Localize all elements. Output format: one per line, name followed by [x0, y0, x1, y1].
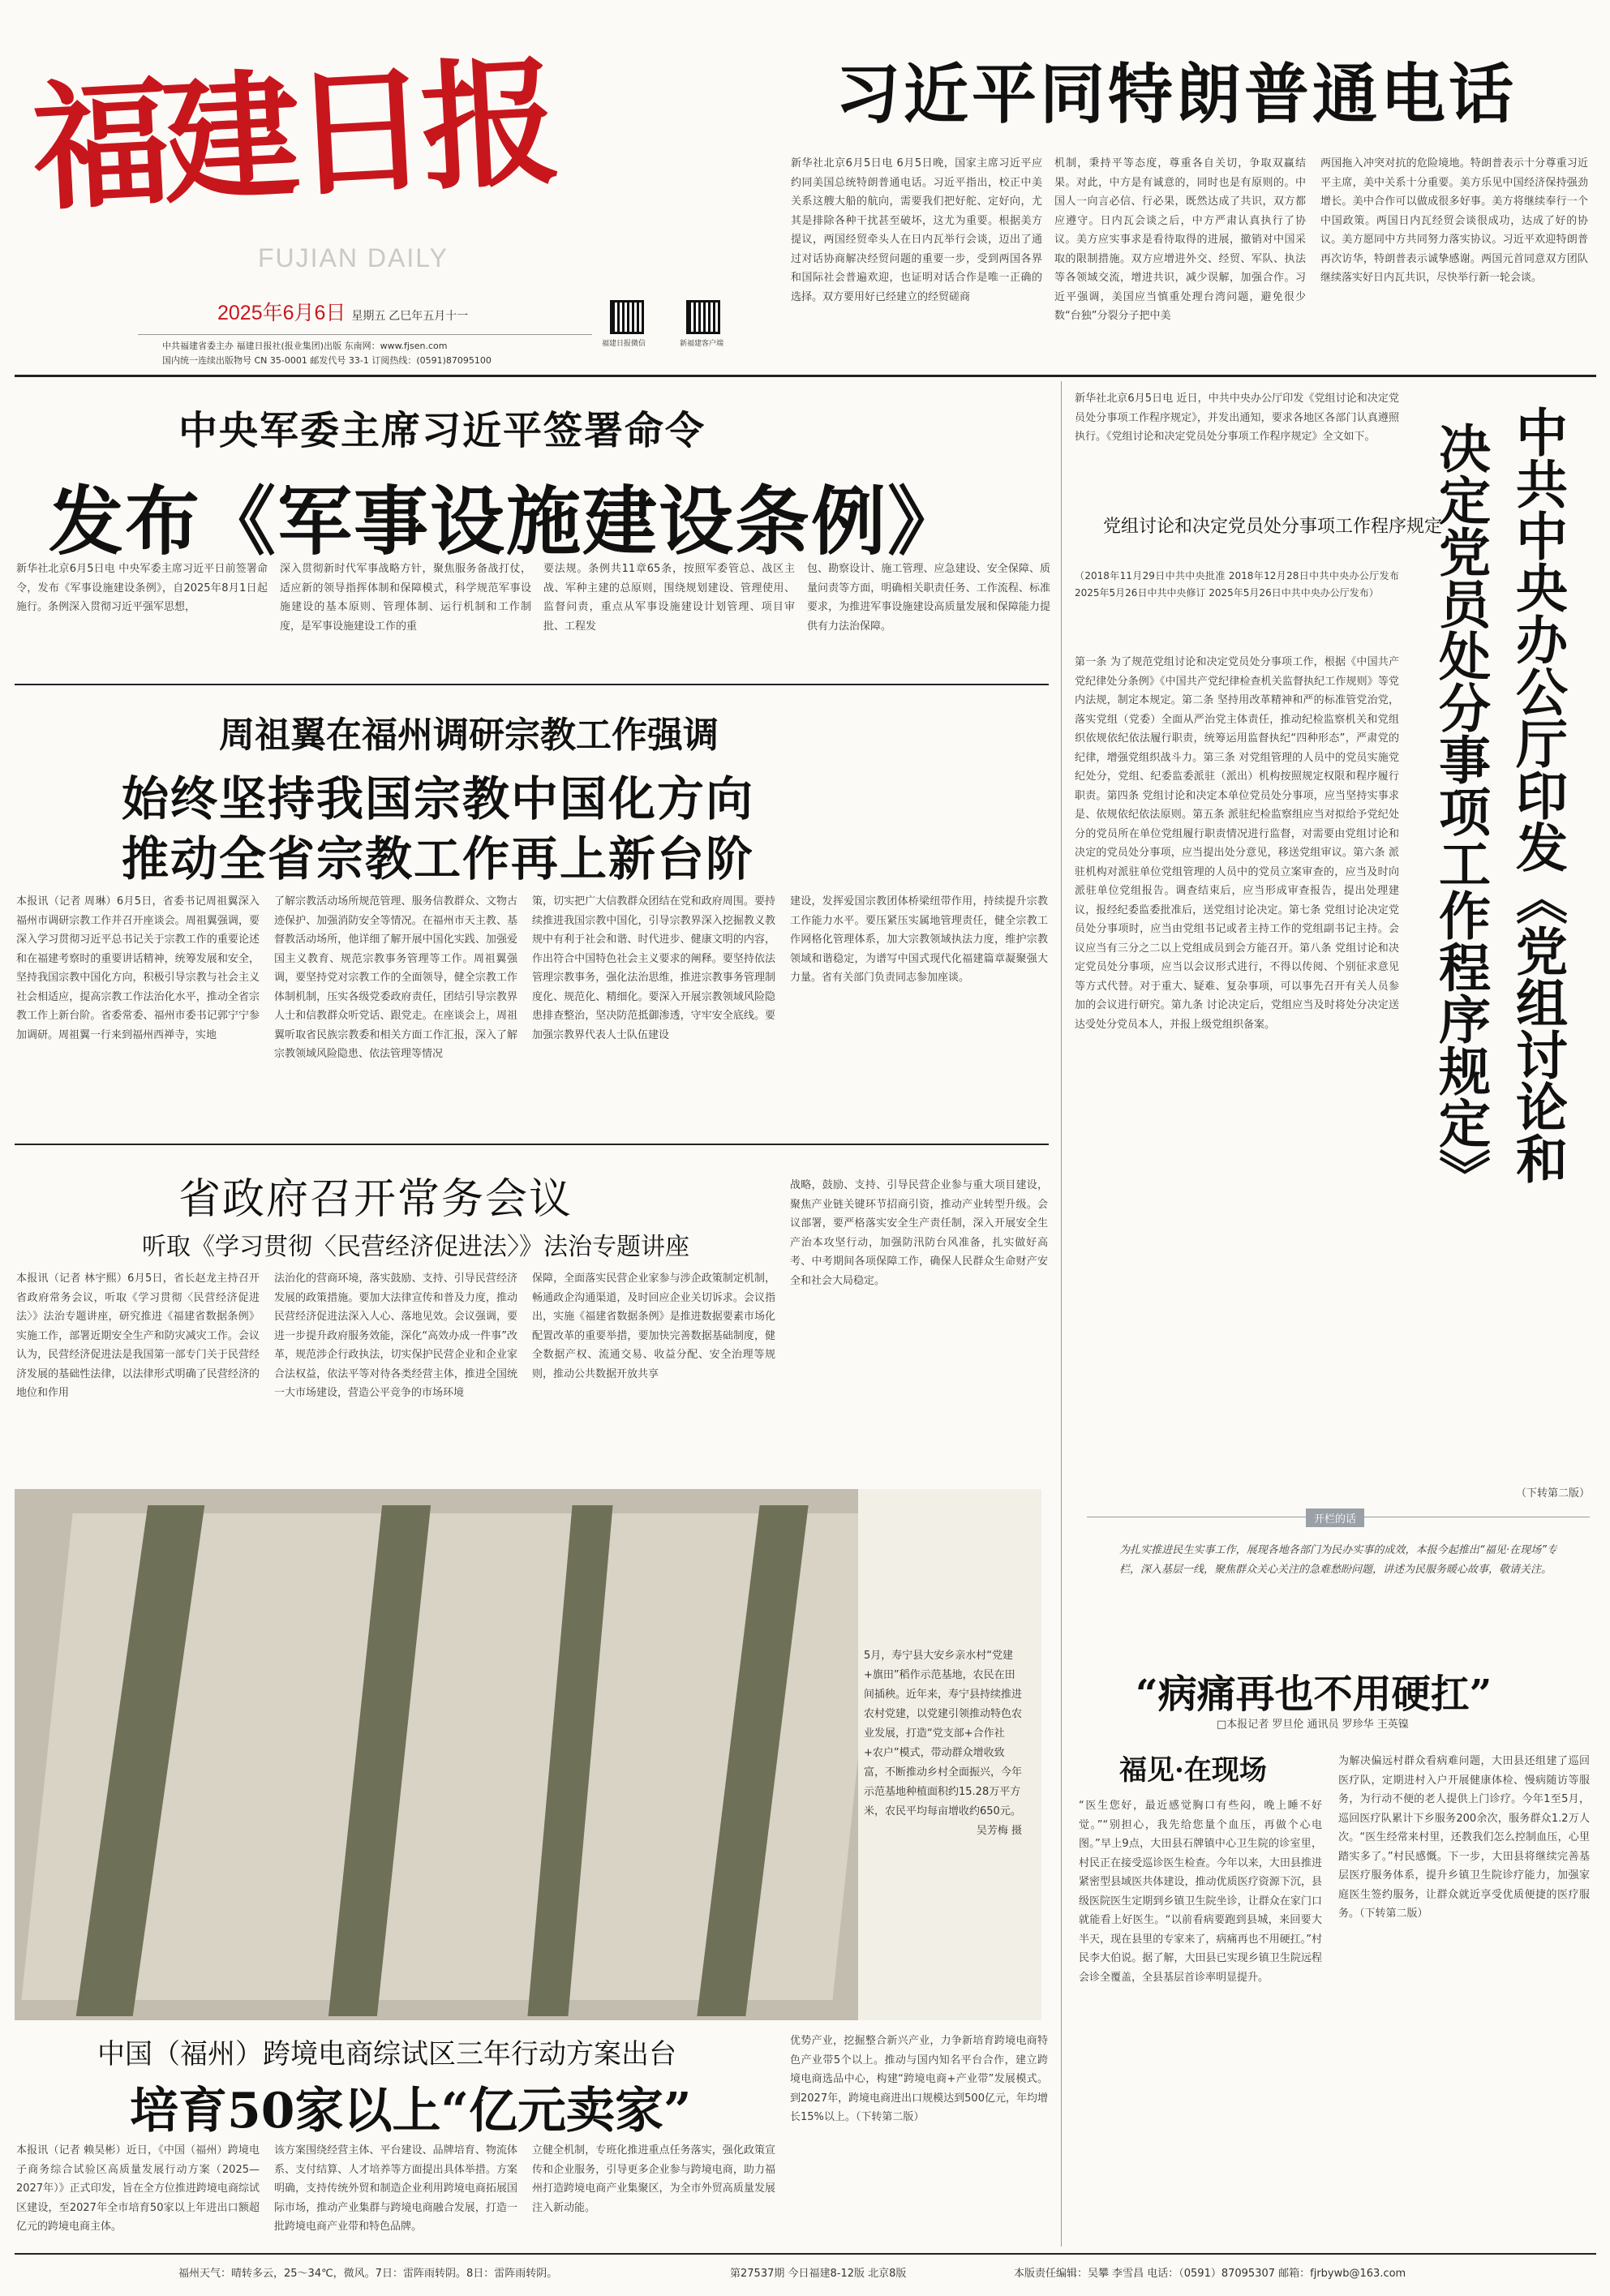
ecommerce-body-col4: 优势产业，挖掘整合新兴产业，力争新培育跨境电商特色产业带5个以上。推动与国内知名平台合作，建立跨境电商选品中心，构建“跨境电商+产业带”发展模式。到2027年，跨境电商进出口规模达到500亿元，年均增长15%以上。（下转第二版） [790, 2035, 1048, 2123]
footer-weather: 福州天气：晴转多云，25～34℃，微风。7日：雷阵雨转阴。8日：雷阵雨转阴。 [178, 2268, 558, 2280]
military-headline: 发布《军事设施建设条例》 [49, 479, 964, 565]
religion-body-col3: 策，切实把广大信教群众团结在党和政府周围。要持续推进我国宗教中国化，引导宗教界深入挖掘教义教规中有利于社会和谐、时代进步、健康文明的内容，作出符合中国特色社会主义要求的阐释。要坚持依法管理宗教事务，强化法治思维，推进宗教事务管理制度化、规范化、精细化。要深入开展宗教领域风险隐患排查整治，坚决防范抵御渗透，守牢安全底线。要加强宗教界代表人士队伍建设 [532, 895, 775, 1041]
column-tag: 开栏的话 [1306, 1508, 1364, 1527]
code-line: 国内统一连续出版物号 CN 35-0001 邮发代号 33-1 订阅热线：(0591)87095100 [162, 355, 492, 366]
religion-headline1: 始终坚持我国宗教中国化方向 [122, 771, 755, 826]
religion-headline2: 推动全省宗教工作再上新台阶 [122, 831, 755, 886]
feature-title: “病痛再也不用硬扛” [1136, 1672, 1492, 1717]
weekday-lunar: 星期五 乙巳年五月十一 [351, 309, 469, 322]
issue-date: 2025年6月6日 [217, 302, 346, 324]
religion-body-col2: 了解宗教活动场所规范管理、服务信教群众、文物古迹保护、加强消防安全等情况。在福州市天主教、基督教活动场所，他详细了解开展中国化实践、加强爱国主义教育、规范宗教事务管理等工作。周祖翼强调，要坚持党对宗教工作的全面领导，健全宗教工作体制机制，压实各级党委政府责任，团结引导宗教界人士和信教群众听党话、跟党走。在座谈会上，周祖翼听取省民族宗教委和相关方面工作汇报，深入了解宗教领域风险隐患、依法管理等情况 [274, 895, 517, 1060]
gov-headline: 省政府召开常务会议 [178, 1175, 573, 1224]
masthead-logo: 福建日报 [28, 41, 556, 230]
lead-body-col2: 机制，秉持平等态度，尊重各自关切，争取双赢结果。对此，中方是有诚意的，同时也是有原则的。中国人一向言必信、行必果，既然达成了共识，双方都应遵守。日内瓦会谈之后，中方严肃认真执行了协议。美方应实事求是看待取得的进展，撤销对中国采取的限制措施。双方应增进外交、经贸、军队、执法等各领域交流，增进共识，减少误解，加强合作。习近平强调，美国应当慎重处理台湾问题，避免很少数“台独”分裂分子把中美 [1054, 157, 1306, 322]
photo-caption [864, 1646, 1022, 1841]
masthead-date [217, 297, 468, 326]
gov-body-col2: 法治化的营商环境，落实鼓励、支持、引导民营经济发展的政策措施。要加大法律宣传和普及力度，推动民营经济促进法深入人心、落地见效。会议强调，要进一步提升政府服务效能，深化“高效办成一件事”改革，规范涉企行政执法，切实保护民营企业和企业家合法权益，依法平等对待各类经营主体，推进全国统一大市场建设，营造公平竞争的市场环境 [274, 1272, 517, 1399]
wechat-qr-icon[interactable] [610, 300, 644, 334]
footer-editors: 本版责任编辑：吴攀 李雪昌 电话：（0591）87095307 邮箱：fjrbywb@163.com [1014, 2268, 1406, 2280]
right-vertical-title2: 决定党员处分事项工作程序规定》 [1430, 422, 1490, 1200]
religion-body-col1: 本报讯（记者 周琳）6月5日，省委书记周祖翼深入福州市调研宗教工作并召开座谈会。周祖翼强调，要深入学习贯彻习近平总书记关于宗教工作的重要论述和在福建考察时的重要讲话精神，统筹发展和安全，坚持我国宗教中国化方向，积极引导宗教与社会主义社会相适应，提高宗教工作法治化水平，推动全省宗教工作上新台阶。省委常委、福州市委书记郭宁宁参加调研。周祖翼一行来到福州西禅寺，实地 [16, 895, 260, 1041]
masthead-english: FUJIAN DAILY [258, 243, 449, 273]
photo-credit: 吴芳梅 摄 [976, 1825, 1022, 1837]
religion-kicker: 周祖翼在福州调研宗教工作强调 [219, 715, 719, 756]
column-intro: 为扎实推进民生实事工作，展现各地各部门为民办实事的成效，本报今起推出“福见·在现场”专栏，深入基层一线，聚焦群众关心关注的急难愁盼问题，讲述为民服务暖心故事，敬请关注。 [1119, 1544, 1557, 1576]
ecommerce-body-col1: 本报讯（记者 赖昊彬）近日，《中国（福州）跨境电子商务综合试验区高质量发展行动方案（2025—2027年）》正式印发，旨在全方位推进跨境电商综试区建设，至2027年全市培育50家以上年进出口额超亿元的跨境电商主体。 [16, 2144, 260, 2233]
photo-caption-text: 5月，寿宁县大安乡亲水村“党建+旗田”稻作示范基地，农民在田间插秧。近年来，寿宁县持续推进农村党建，以党建引领推动特色农业发展，打造“党支部+合作社+农户”模式，带动群众增收致富，不断推动乡村全面振兴，今年示范基地种植面积约15.28万平方米，农民平均每亩增收约650元。 [864, 1650, 1023, 1817]
gov-body-col3: 保障，全面落实民营企业家参与涉企政策制定机制，畅通政企沟通渠道，及时回应企业关切诉求。会议指出，实施《福建省数据条例》是推进数据要素市场化配置改革的重要举措，要加快完善数据基础制度，健全数据产权、流通交易、收益分配、安全治理等规则，推动公共数据开放共享 [532, 1272, 775, 1380]
lead-body-col3: 两国拖入冲突对抗的危险境地。特朗普表示十分尊重习近平主席，美中关系十分重要。美方乐见中国经济保持强劲增长。美中合作可以做成很多好事。美方将继续奉行一个中国政策。两国日内瓦经贸会谈很成功，达成了好的协议。美方愿同中方共同努力落实协议。习近平欢迎特朗普再次访华，特朗普表示诚挚感谢。两国元首同意双方团队继续落实好日内瓦共识，尽快举行新一轮会谈。 [1320, 157, 1588, 284]
footer-issue: 第27537期 今日福建8-12版 北京8版 [730, 2268, 907, 2280]
feature-logo: 福见·在现场 [1119, 1754, 1267, 1787]
right-intro: 新华社北京6月5日电 近日，中共中央办公厅印发《党组讨论和决定党员处分事项工作程序规定》，并发出通知，要求各地区各部门认真遵照执行。《党组讨论和决定党员处分事项工作程序规定》全文如下。 [1075, 393, 1399, 443]
right-vertical-title1: 中共中央办公厅印发《党组讨论和 [1507, 406, 1567, 1184]
gov-body-col4: 战略，鼓励、支持、引导民营企业参与重大项目建设，聚焦产业链关键环节招商引资，推动产业转型升级。会议部署，要严格落实安全生产责任制，深入开展安全生产治本攻坚行动，加强防汛防台风准备，扎实做好高考、中考期间各项保障工作，确保人民群众生命财产安全和社会大局稳定。 [790, 1179, 1048, 1287]
rule-title: 党组讨论和决定党员处分事项工作程序规定 [1103, 517, 1443, 537]
religion-body-col4: 建设，发挥爱国宗教团体桥梁纽带作用，持续提升宗教工作能力水平。要压紧压实属地管理责任，健全宗教工作网格化管理体系，加大宗教领域执法力度，维护宗教领域和谐稳定，为谱写中国式现代化福建篇章凝聚强大力量。省有关部门负责同志参加座谈。 [790, 895, 1048, 984]
rule-continued: （下转第二版） [1515, 1487, 1590, 1500]
ecommerce-body-col3: 立健全机制，专班化推进重点任务落实，强化政策宣传和企业服务，引导更多企业参与跨境电商，助力福州打造跨境电商产业集聚区，为全市外贸高质量发展注入新动能。 [532, 2144, 775, 2214]
publisher-line: 中共福建省委主办 福建日报社(报业集团)出版 东南网：www.fjsen.com [162, 341, 448, 351]
military-body-col3: 要法规。条例共11章65条，按照军委管总、战区主战、军种主建的总原则，围绕规划建设、管理使用、监督问责，重点从军事设施建设计划管理、项目审批、工程发 [543, 563, 795, 633]
rule-body: 第一条 为了规范党组讨论和决定党员处分事项工作，根据《中国共产党纪律处分条例》《中国共产党纪律检查机关监督执纪工作规则》等党内法规，制定本规定。第二条 坚持用改革精神和严的标准管党治党，落实党组（党委）全面从严治党主体责任，推动纪检监察机关和党组织依规依纪依法履行职责，统筹运用监督执纪“四种形态”，严肃党的纪律，增强党组织战斗力。第三条 对党组管理的人员中的党员实施党纪处分，党组、纪委监委派驻（派出）机构按照规定权限和程序履行职责。第四条 党组讨论和决定本单位党员处分事项，应当坚持实事求是、依规依纪依法原则。第五条 派驻纪检监察组应当对拟给予党纪处分的党员所在单位党组履行职责情况进行监督，对需要由党组讨论和决定的党员处分事项，应当提出处分意见，移送党组审议。第六条 派驻机构对派驻单位党组管理的人员中的党员立案审查的，应当及时向派驻单位党组报告。调查结束后，应当形成审查报告，提出处理建议，报经纪委监委批准后，送党组讨论决定。第七条 党组讨论决定党员处分事项时，应当由党组书记或者主持工作的党组副书记主持。会议应当有三分之二以上党组成员到会方能召开。第八条 党组讨论和决定党员处分事项，应当以会议形式进行，不得以传阅、个别征求意见等方式代替。对于重大、疑难、复杂事项，可以事先召开有关人员参加的会议进行研究。第九条 讨论决定后，党组应当及时将处分决定送达受处分党员本人，并报上级党组织备案。 [1075, 656, 1399, 1031]
app-qr-label: 新福建客户端 [680, 340, 724, 348]
lead-headline: 习近平同特朗普通电话 [835, 57, 1517, 132]
feature-byline: □本报记者 罗旦伦 通讯员 罗珍华 王英镍 [1217, 1719, 1409, 1731]
gov-subhead: 听取《学习贯彻〈民营经济促进法〉》法治专题讲座 [142, 1233, 689, 1261]
religion-rule [15, 1144, 1049, 1145]
military-rule [15, 684, 1049, 685]
ecommerce-kicker: 中国（福州）跨境电商综试区三年行动方案出台 [97, 2038, 676, 2071]
wechat-qr-label: 福建日报微信 [602, 340, 646, 348]
rule-note: （2018年11月29日中共中央批准 2018年12月28日中共中央办公厅发布 2025年5月26日中共中央修订 2025年5月26日中共中央办公厅发布） [1075, 570, 1399, 599]
app-qr-icon[interactable] [686, 300, 720, 334]
gov-body-col1: 本报讯（记者 林宇熙）6月5日，省长赵龙主持召开省政府常务会议，听取《学习贯彻〈民营经济促进法〉》法治专题讲座，研究推进《福建省数据条例》实施工作，部署近期安全生产和防灾减灾工作。会议认为，民营经济促进法是我国第一部专门关于民营经济发展的基础性法律，以法律形式明确了民营经济的地位和作用 [16, 1272, 260, 1399]
footer-rule [15, 2253, 1596, 2255]
top-rule [15, 375, 1596, 377]
military-body-col2: 深入贯彻新时代军事战略方针，聚焦服务备战打仗，适应新的领导指挥体制和保障模式，科学规范军事设施建设的基本原则、管理体制、运行机制和工作制度，是军事设施建设工作的重 [280, 563, 531, 633]
ecommerce-headline: 培育50家以上“亿元卖家” [130, 2083, 692, 2139]
military-body-col1: 新华社北京6月5日电 中央军委主席习近平日前签署命令，发布《军事设施建设条例》，自2025年8月1日起施行。条例深入贯彻习近平强军思想， [16, 563, 268, 613]
military-body-col4: 包、勘察设计、施工管理、应急建设、安全保障、质量问责等方面，明确相关职责任务、工作流程、标准要求，为推进军事设施建设高质量发展和保障能力提供有力法治保障。 [807, 563, 1050, 633]
masthead-rule [138, 334, 592, 335]
ecommerce-body-col2: 该方案围绕经营主体、平台建设、品牌培育、物流体系、支付结算、人才培养等方面提出具体举措。方案明确，支持传统外贸和制造企业利用跨境电商拓展国际市场，推动产业集群与跨境电商融合发展，打造一批跨境电商产业带和特色品牌。 [274, 2144, 517, 2233]
military-kicker: 中央军委主席习近平签署命令 [178, 408, 706, 453]
lead-body-col1: 新华社北京6月5日电 6月5日晚，国家主席习近平应约同美国总统特朗普通电话。习近平指出，校正中美关系这艘大船的航向，需要我们把好舵、定好向，尤其是排除各种干扰甚至破坏，这尤为重要。根据美方提议，两国经贸牵头人在日内瓦举行会谈，迈出了通过对话协商解决经贸问题的重要一步，受到两国各界和国际社会普遍欢迎，也证明对话合作是唯一正确的选择。双方要用好已经建立的经贸磋商 [791, 157, 1042, 303]
right-column-divider [1061, 381, 1062, 2247]
feature-body-col1: “医生您好，最近感觉胸口有些闷，晚上睡不好觉。”“别担心，我先给您量个血压，再做个心电图。”早上9点，大田县石牌镇中心卫生院的诊室里，村民正在接受巡诊医生检查。今年以来，大田县推进紧密型县域医共体建设，推动优质医疗资源下沉，县级医院医生定期到乡镇卫生院坐诊，让群众在家门口就能看上好医生。“以前看病要跑到县城，来回要大半天，现在县里的专家来了，病痛再也不用硬扛。”村民李大伯说。据了解，大田县已实现乡镇卫生院远程会诊全覆盖，全县基层首诊率明显提升。 [1079, 1800, 1322, 1984]
feature-body-col2: 为解决偏远村群众看病难问题，大田县还组建了巡回医疗队，定期进村入户开展健康体检、慢病随访等服务，为行动不便的老人提供上门诊疗。今年1至5月，巡回医疗队累计下乡服务200余次，服务群众1.2万人次。“医生经常来村里，还教我们怎么控制血压，心里踏实多了。”村民感慨。下一步，大田县将继续完善基层医疗服务体系，提升乡镇卫生院诊疗能力，加强家庭医生签约服务，让群众就近享受优质便捷的医疗服务。（下转第二版） [1338, 1755, 1590, 1920]
